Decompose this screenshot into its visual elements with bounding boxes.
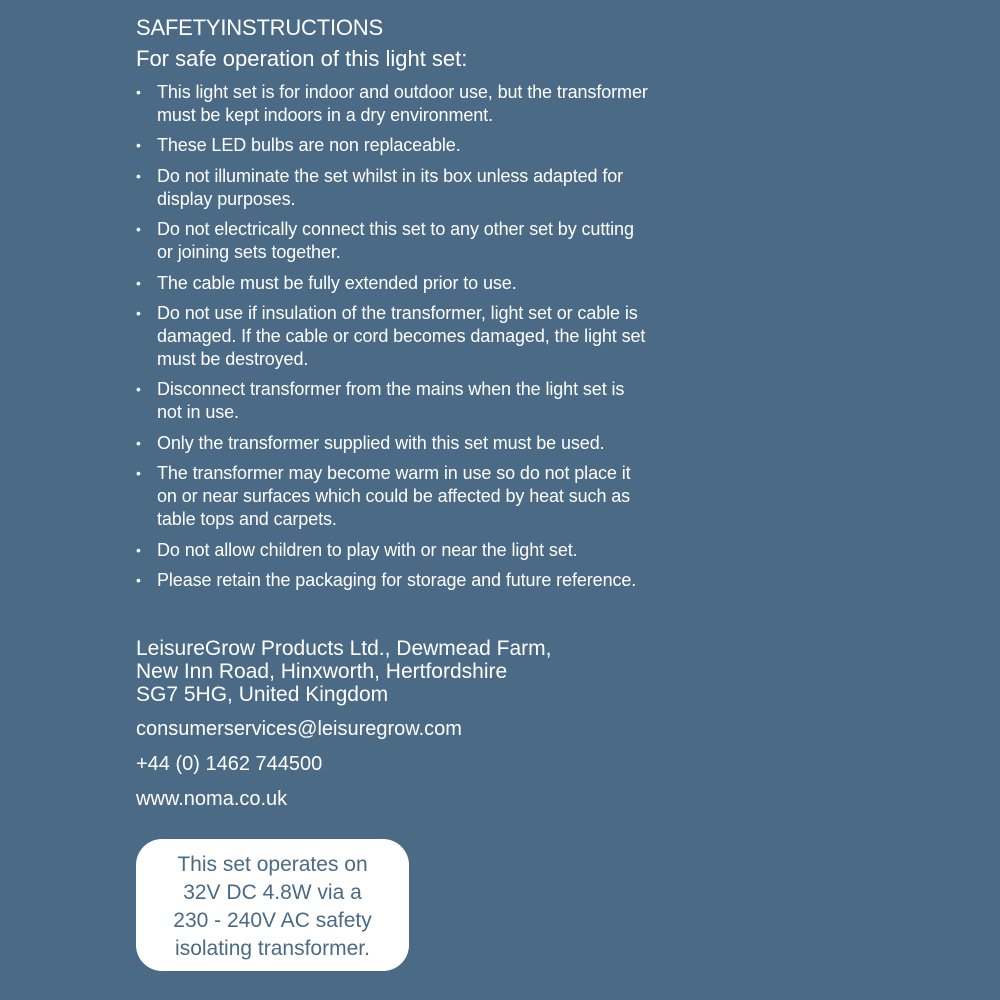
safety-rule-line: Do not allow children to play with or near the light set.: [157, 539, 578, 560]
company-address: [136, 637, 736, 706]
safety-rule: [136, 539, 702, 562]
bullet-icon: •: [136, 304, 141, 321]
safety-rule-line: must be destroyed.: [157, 348, 309, 369]
page-title: SAFETYINSTRUCTIONS: [136, 15, 383, 40]
website-url: www.noma.co.uk: [136, 787, 288, 810]
safety-rule-line: table tops and carpets.: [157, 509, 337, 530]
spec-line-2: 32V DC 4.8W via a: [183, 881, 362, 904]
safety-rule: [136, 432, 702, 455]
bullet-icon: •: [136, 167, 141, 184]
safety-rule-line: Do not illuminate the set whilst in its box unless adapted for: [157, 165, 624, 186]
spec-line-4: isolating transformer.: [175, 937, 370, 960]
safety-rule: [136, 378, 702, 424]
bullet-icon: •: [136, 84, 141, 100]
safety-rule-line: display purposes.: [157, 188, 296, 209]
bullet-icon: •: [136, 274, 141, 291]
safety-rule-line: must be kept indoors in a dry environment.: [157, 105, 493, 125]
safety-rule-line: on or near surfaces which could be affected by heat such as: [157, 486, 631, 507]
email-address: consumerservices@leisuregrow.com: [136, 717, 462, 740]
safety-rule-line: Only the transformer supplied with this set must be used.: [157, 432, 605, 453]
safety-rule-line: damaged. If the cable or cord becomes damaged, the light set: [157, 325, 646, 346]
safety-rule-line: Do not use if insulation of the transformer, light set or cable is: [157, 302, 638, 323]
safety-rule: [136, 165, 702, 211]
spec-line-1: This set operates on: [177, 853, 368, 876]
safety-rule-line: Disconnect transformer from the mains when the light set is: [157, 379, 625, 400]
spec-line-3: 230 - 240V AC safety: [173, 909, 372, 932]
safety-rule: [136, 272, 702, 295]
bullet-icon: •: [136, 434, 141, 451]
safety-rule-line: Do not electrically connect this set to any other set by cutting: [157, 219, 634, 240]
safety-rule: [136, 302, 702, 371]
safety-rule-line: or joining sets together.: [157, 242, 341, 263]
bullet-icon: •: [136, 137, 141, 154]
safety-rule: [136, 569, 702, 592]
power-spec-box: [136, 839, 409, 971]
page-subtitle: For safe operation of this light set:: [136, 46, 468, 71]
bullet-icon: •: [136, 541, 141, 558]
bullet-icon: •: [136, 465, 141, 482]
safety-rule-line: The cable must be fully extended prior to use.: [157, 272, 517, 293]
safety-rule: [136, 81, 702, 127]
safety-rule-line: These LED bulbs are non replaceable.: [157, 135, 461, 156]
safety-rule-line: Please retain the packaging for storage and future reference.: [157, 569, 637, 590]
safety-instructions-panel: [136, 14, 736, 811]
address-line-2: New Inn Road, Hinxworth, Hertfordshire: [136, 659, 508, 683]
safety-rule-line: The transformer may become warm in use so do not place it: [157, 463, 631, 484]
bullet-icon: •: [136, 571, 141, 588]
bullet-icon: •: [136, 221, 141, 238]
safety-rule: [136, 462, 702, 531]
safety-rule-line: This light set is for indoor and outdoor use, but the transformer: [157, 82, 648, 102]
phone-number: +44 (0) 1462 744500: [136, 752, 323, 775]
safety-rules-list: [136, 81, 736, 592]
safety-rule: [136, 218, 702, 264]
address-line-1: LeisureGrow Products Ltd., Dewmead Farm,: [136, 636, 552, 660]
safety-rule-line: not in use.: [157, 402, 239, 423]
safety-rule: [136, 134, 702, 157]
address-line-3: SG7 5HG, United Kingdom: [136, 682, 389, 706]
bullet-icon: •: [136, 381, 141, 398]
